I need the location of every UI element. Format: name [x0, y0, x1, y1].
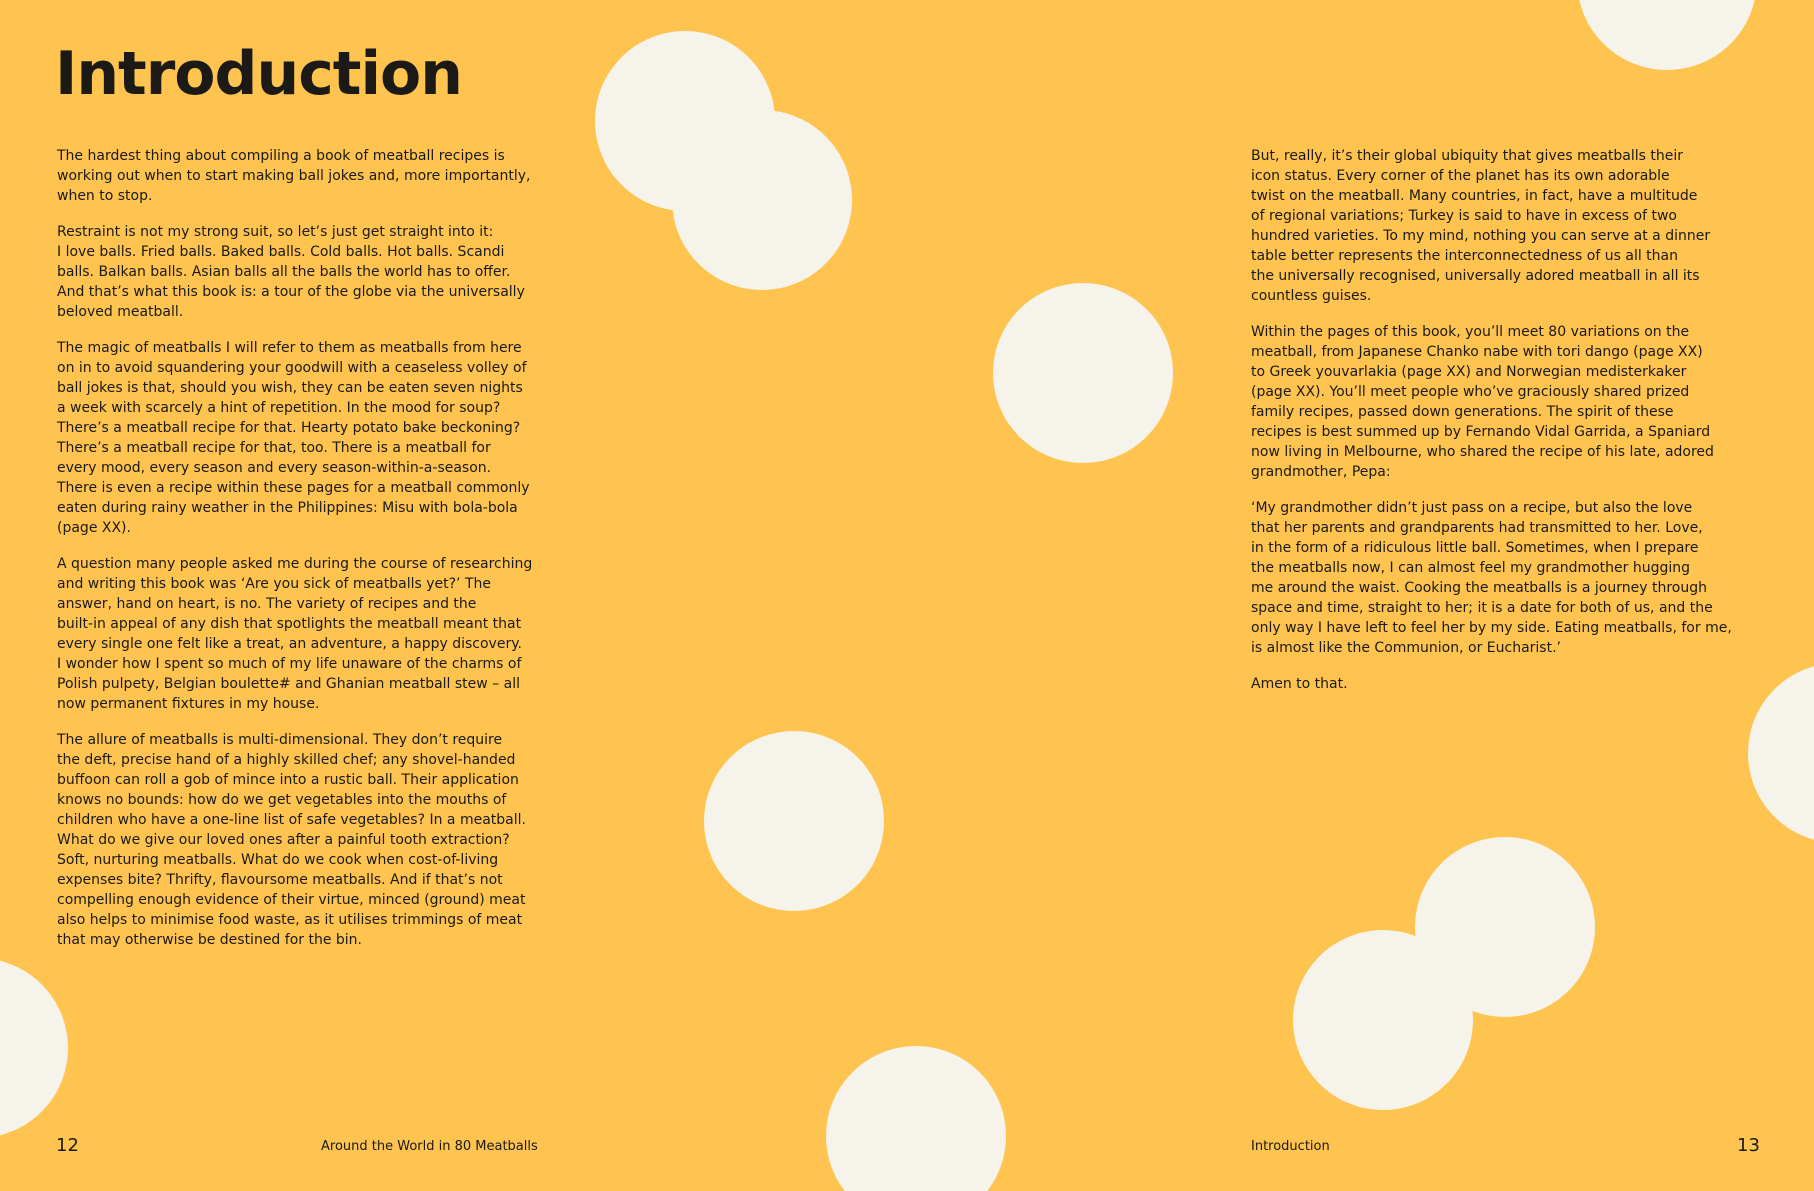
body-paragraph: The hardest thing about compiling a book of meatball recipes is working out when to start making ball jokes and, more importantly, when to stop. — [57, 148, 531, 204]
body-paragraph: Restraint is not my strong suit, so let’s just get straight into it: I love balls. Fried balls. Baked balls. Cold balls. Hot balls. Scandi balls. Balkan balls. Asian balls all the balls the world has to offer. And that’s what this book is: a tour of the globe via the universally beloved meatball. — [57, 224, 525, 320]
body-paragraph: A question many people asked me during the course of researching and writing this book was ‘Are you sick of meatballs yet?’ The answer, hand on heart, is no. The variety of recipes and the built-in appeal of any dish that spotlights the meatball meant that every single one felt like a treat, an adventure, a happy discovery. I wonder how I spent so much of my life unaware of the charms of Polish pulpety, Belgian boulette# and Ghanian meatball stew – all now permanent fixtures in my house. — [57, 556, 533, 712]
page-number-left: 12 — [56, 1135, 79, 1156]
decor-circle — [0, 958, 68, 1138]
decor-circle — [1577, 0, 1757, 70]
page-title: Introduction — [55, 39, 462, 109]
body-paragraph: But, really, it’s their global ubiquity that gives meatballs their icon status. Every corner of the planet has its own adorable twist on the meatball. Many countries, in fact, have a multitude of regional variations; Turkey is said to have in excess of two hundred varieties. To my mind, nothing you can serve at a dinner table better represents the interconnectedness of us all than the universally recognised, universally adored meatball in all its countless guises. — [1251, 148, 1711, 304]
decor-circle — [993, 283, 1173, 463]
decor-circle — [1293, 930, 1473, 1110]
body-paragraph: Within the pages of this book, you’ll meet 80 variations on the meatball, from Japanese Chanko nabe with tori dango (page XX) to Greek youvarlakia (page XX) and Norwegian medisterkaker (page XX). You’ll meet people who’ve graciously shared prized family recipes, passed down generations. The spirit of these recipes is best summed up by Fernando Vidal Garrida, a Spaniard now living in Melbourne, who shared the recipe of his late, adored grandmother, Pepa: — [1251, 324, 1714, 480]
body-paragraph: Amen to that. — [1251, 676, 1348, 692]
running-head-right: Introduction — [1251, 1139, 1330, 1154]
decor-circle — [704, 731, 884, 911]
left-text-column — [57, 146, 577, 966]
page-number-right: 13 — [1737, 1135, 1760, 1156]
decor-circle — [826, 1046, 1006, 1191]
body-paragraph: The magic of meatballs I will refer to them as meatballs from here on in to avoid squandering your goodwill with a ceaseless volley of ball jokes is that, should you wish, they can be eaten seven nights a week with scarcely a hint of repetition. In the mood for soup? There’s a meatball recipe for that. Hearty potato bake beckoning? There’s a meatball recipe for that, too. There is a meatball for every mood, every season and every season-within-a-season. There is even a recipe within these pages for a meatball commonly eaten during rainy weather in the Philippines: Misu with bola-bola (page XX). — [57, 340, 530, 536]
running-head-left: Around the World in 80 Meatballs — [321, 1139, 538, 1154]
body-paragraph: ‘My grandmother didn’t just pass on a recipe, but also the love that her parents and grandparents had transmitted to her. Love, in the form of a ridiculous little ball. Sometimes, when I prepare the meatballs now, I can almost feel my grandmother hugging me around the waist. Cooking the meatballs is a journey through space and time, straight to her; it is a date for both of us, and the only way I have left to feel her by my side. Eating meatballs, for me, is almost like the Communion, or Eucharist.’ — [1251, 500, 1732, 656]
right-text-column — [1251, 146, 1766, 710]
body-paragraph: The allure of meatballs is multi-dimensional. They don’t require the deft, precise hand of a highly skilled chef; any shovel-handed buffoon can roll a gob of mince into a rustic ball. Their application knows no bounds: how do we get vegetables into the mouths of children who have a one-line list of safe vegetables? In a meatball. What do we give our loved ones after a painful tooth extraction? Soft, nurturing meatballs. What do we cook when cost-of-living expenses bite? Thrifty, flavoursome meatballs. And if that’s not compelling enough evidence of their virtue, minced (ground) meat also helps to minimise food waste, as it utilises trimmings of meat that may otherwise be destined for the bin. — [57, 732, 526, 948]
decor-circle — [672, 110, 852, 290]
